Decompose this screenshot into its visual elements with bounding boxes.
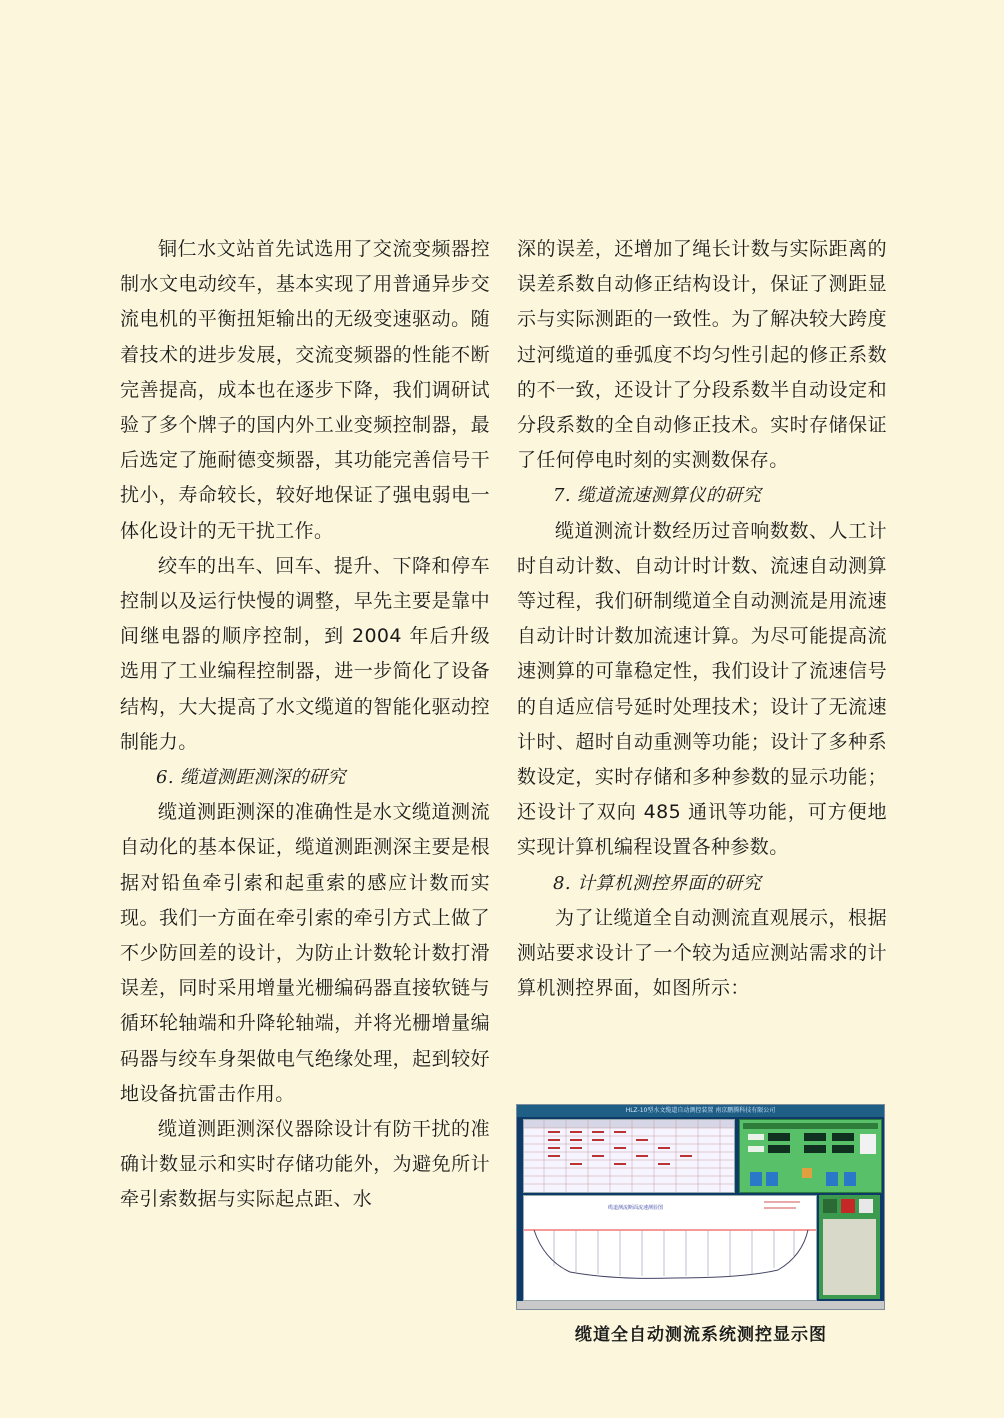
- section-heading: 6. 缆道测距测深的研究: [156, 767, 346, 789]
- figure-window-title: HLZ-10型水文缆道自动测控装置 南京鹏腾科技有限公司: [517, 1105, 884, 1117]
- section-heading: 8. 计算机测控界面的研究: [553, 872, 762, 894]
- side-info-box: [823, 1219, 876, 1295]
- paragraph: 缆道测距测深仪器除设计有防干扰的准确计数显示和实时存储功能外，为避免所计牵引索数据与实际起点距、水: [120, 1118, 490, 1211]
- paragraph: 为了让缆道全自动测流直观展示，根据测站要求设计了一个较为适应测站需求的计算机测控界面，如图所示：: [517, 906, 887, 1000]
- side-toolbar-icons: [819, 1195, 880, 1217]
- cross-section-profile: [524, 1196, 816, 1300]
- control-panel-widgets: [740, 1120, 881, 1192]
- left-column: [120, 232, 490, 1218]
- paragraph: 深的误差，还增加了绳长计数与实际距离的误差系数自动修正结构设计，保证了测距显示与实际测距的一致性。为了解决较大跨度过河缆道的垂弧度不均匀性引起的修正系数的不一致，还设计了分段系数半自动设定和分段系数的全自动修正技术。实时存储保证了任何停电时刻的实测数保存。: [517, 238, 887, 472]
- paragraph: 铜仁水文站首先试选用了交流变频器控制水文电动绞车，基本实现了用普通异步交流电机的平衡扭矩输出的无级变速驱动。随着技术的进步发展，交流变频器的性能不断完善提高，成本也在逐步下降，我们调研试验了多个牌子的国内外工业变频控制器，最后选定了施耐德变频器，其功能完善信号干扰小，寿命较长，较好地保证了强电弱电一体化设计的无干扰工作。: [120, 238, 490, 542]
- right-column: [517, 232, 887, 1006]
- figure-status-bar: [517, 1301, 884, 1309]
- paragraph: 缆道测距测深的准确性是水文缆道测流自动化的基本保证，缆道测距测深主要是根据对铅鱼牵引索和起重索的感应计数而实现。我们一方面在牵引索的牵引方式上做了不少防回差的设计，为防止计数轮计数打滑误差，同时采用增量光栅编码器直接软链与循环轮轴端和升降轮轴端，并将光栅增量编码器与绞车身架做电气绝缘处理，起到较好地设备抗雷击作用。: [120, 801, 490, 1105]
- side-status-panel: [819, 1195, 880, 1299]
- control-interface-figure: [516, 1104, 885, 1310]
- paragraph: 绞车的出车、回车、提升、下降和停车控制以及运行快慢的调整，早先主要是靠中间继电器的顺序控制，到 2004 年后升级选用了工业编程控制器，进一步简化了设备结构，大大提高了水文缆道的智能化驱动控制能力。: [120, 554, 490, 753]
- control-panel: [739, 1119, 882, 1193]
- plot-title: 缆道测流断面流速测验图: [608, 1205, 664, 1211]
- section-heading: 7. 缆道流速测算仪的研究: [553, 485, 762, 507]
- measurement-table-panel: [523, 1119, 735, 1193]
- cross-section-plot-panel: [523, 1195, 817, 1301]
- figure-caption: 缆道全自动测流系统测控显示图: [575, 1325, 827, 1345]
- paragraph: 缆道测流计数经历过音响数数、人工计时自动计数、自动计时计数、流速自动测算等过程，我们研制缆道全自动测流是用流速自动计时计数加流速计算。为尽可能提高流速测算的可靠稳定性，我们设计了流速信号的自适应信号延时处理技术；设计了无流速计时、超时自动重测等功能；设计了多种系数设定，实时存储和多种参数的显示功能；还设计了双向 485 通讯等功能，可方便地实现计算机编程设置各种参数。: [517, 519, 887, 859]
- measurement-table-grid: [524, 1120, 734, 1192]
